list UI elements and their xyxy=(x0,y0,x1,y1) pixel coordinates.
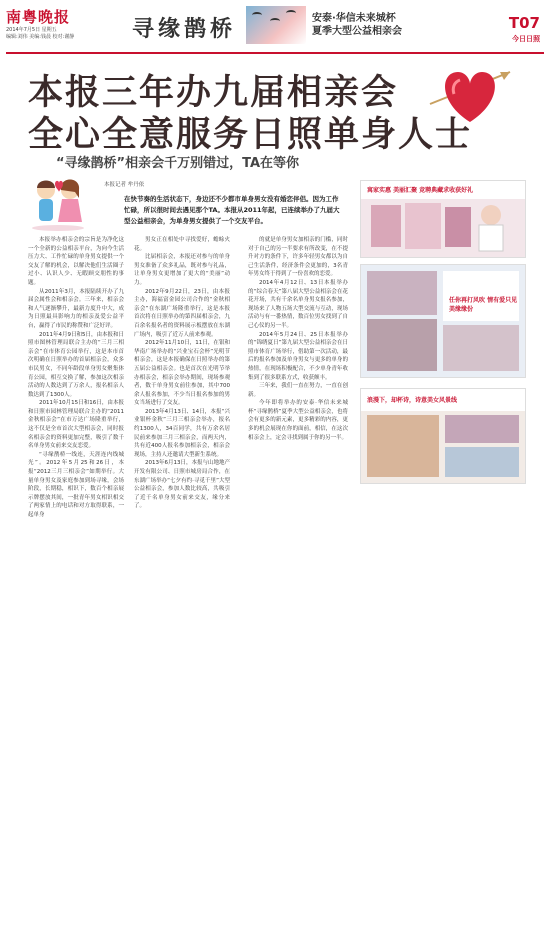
paragraph: 2012年11月10日，11日，在银和华南广场举办的“兴业宝石会杯”光明节相亲会，这是本报确保在日照举办的第五届公益相亲会。也是首次在光明节举办相亲会，相亲会举办期间，现场参观者，数千单身男女前往参加，其中700余人报名参加，不少当日报名参加的男女当场进行了交友。 xyxy=(134,340,230,407)
paragraph: 三年来，我们一直在努力，一直在创新。 xyxy=(248,383,348,398)
editor-line: 编辑:刘伟 美编:钱晨 校对:谢静 xyxy=(6,34,75,40)
paragraph: 今年即将举办的安泰·华信未来城杯“寻缘鹊桥”夏季大型公益相亲会，也将会有更多的新元素，更多精彩的内容，更多的机会展现在你的面前，相信，在这次相亲会上，定会寻找到属于你的另一半。 xyxy=(248,400,348,441)
paragraph: 从2011年3月，本报陆续开办了九届会属性会和相亲会。三年来，相亲会和人气逐渐攀升，最新力度升中大，成为日照最具影响力的相亲及爱公益平台，赢得了市民的称赞和广泛好评。 xyxy=(28,288,124,329)
photo-caption: 寓家实惠 美丽汇聚 竞聘典藏求收获好礼 xyxy=(367,187,474,194)
paragraph: 2011年4月9日和5日，由本报和日照市图林管理局联合主办的“三月三相亲会”在市体育公园举行，这是本市首次明确在日照举办的首届相亲会，众多市民男女，不同年龄段单身男女聚集体育公园，相互交换了解，参加这次相亲活动的人数达到了万余人，报名相亲人数达到了1300人。 xyxy=(28,331,124,398)
header-illustration xyxy=(246,6,306,44)
masthead-brand-block xyxy=(6,6,116,41)
event-photo-3 xyxy=(360,388,526,484)
paragraph: 2012年9月22日，23日，由本报主办，海福富金园公司合作的“金秋相亲会”在东湖广场隆重举行，这是本报首次将在日照举办的第四届相亲会，九百余名报名者的资料展示板摆放在东湖广场内，吸引了近万人前来参观。 xyxy=(134,288,230,338)
headline-line-1: 本报三年办九届相亲会 xyxy=(28,73,399,113)
paragraph: 2013年4月13日、14日，本报“兴业银杯金秋”三月三相亲会举办，报名约1300人，34百同学，共有万余名居民前来参加三月三相亲会，而两天内，共有近400人报名参加相亲会，相亲会现场，主持人还邀请大型新生系统。 xyxy=(134,408,230,458)
paragraph: 2011年10月15日和16日，由本报和日照市园林管理局联合主办的“2011金秋相亲会”在市万达广场隆重举行，这不仅是全市首次大型相亲会，同时报名相亲会的资料更加完整，吸引了数千名单身男女前来交友恋爱。 xyxy=(28,400,124,450)
section-title: 寻缘鹊桥 xyxy=(132,16,237,42)
article-column-3 xyxy=(248,236,348,442)
page-code: T07 xyxy=(508,14,540,32)
newspaper-brand: 南粤晚报 xyxy=(6,8,71,26)
event-photo-2 xyxy=(360,264,526,378)
headline xyxy=(28,72,472,156)
paragraph: 比届相亲会，本报还对参与的单身男女准备了众多礼品，既对参与礼品，让单身男女更增加了更大的“美丽”动力。 xyxy=(134,254,230,286)
paragraph: 2014年5月24日、25日本报举办的“锦绣夏日”第九届大型公益相亲会在日照市体育广场举行，借助第一次活动，最后的报名参加及单身男女与更多的单身的热情，在现场积极配合，不少单身青年收集到了很多联系方式，收获颇丰。 xyxy=(248,331,348,381)
date-line: 2014年7月5日 星期五 xyxy=(6,27,57,33)
bird-icon xyxy=(252,12,262,18)
event-photo-image xyxy=(361,265,525,377)
photo-caption: 任你再打风吹 情有爱只见美缘缘份 xyxy=(449,297,518,313)
byline: 本报记者 牟丹依 xyxy=(104,182,145,188)
article-column-2 xyxy=(134,236,230,511)
paragraph: 2014年4月12日、13日本报举办的“综合春天”第八届大型公益相亲会在花花开场，共有千余名单身男女报名参加，现场来了人物五场大型交流与互动，现场活动与有一番热情，数百位男女找到了自己心仪的另一半。 xyxy=(248,279,348,329)
paragraph: 2013年6月13日，本报与山地地产开发有限公司、日照市城房局合作，在东湖广场举办“七夕有约·寻觅千里”大型公益相亲会，参加人数比较高，共吸引了近千名单身男女前来交友，缘分来了。 xyxy=(134,460,230,510)
campaign-line-2: 夏季大型公益相亲会 xyxy=(312,26,402,37)
campaign-title xyxy=(312,12,402,38)
paragraph: “寻缘鹊桥一线连，天涯连内线城光”。2012年5月25和26日，本报“2012三月三相亲会”如期举行。大量单身男女及家庭参加到场寻缘，会场阶段，长期稳，相识下，数百个相亲展示牌摆放其间，一批青年男女相识相交了两家情上的电话和对方取得联系，一起单身 xyxy=(28,451,124,518)
paragraph: 男女正在相处中寻找爱好，蟾蜍火花。 xyxy=(134,237,230,252)
event-photo-1 xyxy=(360,180,526,258)
headline-line-2: 全心全意服务日照单身人士 xyxy=(28,115,473,155)
lead-paragraph: 在快节奏的生活状态下，身边还不少都市单身男女没有婚恋伴侣。因为工作忙碌，所以很时间去遇见那个TA。本报从2011年起，已连续举办了九届大型公益相亲会，为单身男女提供了一个交友平台。 xyxy=(124,195,340,225)
subheadline: “寻缘鹊桥”相亲会千万别错过，TA在等你 xyxy=(56,156,300,171)
campaign-line-1: 安泰·华信未来城杯 xyxy=(312,13,396,24)
heart-arrow-icon xyxy=(428,58,512,128)
photo-caption: 浪漫下，却杯诗，诗意美女风景线 xyxy=(367,397,458,404)
section-tag: 今日日照 xyxy=(512,35,540,43)
paragraph: 的就是单身男女加相亲的门槛，同时对于自己的另一半要求有所改变，在不提升对方的条件下，许多年轻男女都以为自己生活条件，经济条件会更加的，3名青年男女终于得到了一份喜欢的恋爱。 xyxy=(248,237,348,278)
header-rule xyxy=(6,52,544,54)
article-column-1 xyxy=(28,236,124,520)
paragraph: 本报举办相亲会的宗旨是为净化这一个全新的公益相亲平台，为向今生活压力大、工作忙碌的单身男女提供一个交友了解的机会，以解决他们生活圈子过小、认识人少、无暇顾交朋性的事题。 xyxy=(28,237,124,286)
bird-icon xyxy=(286,10,296,16)
bird-icon xyxy=(270,18,280,24)
couple-cartoon-icon xyxy=(28,174,88,232)
